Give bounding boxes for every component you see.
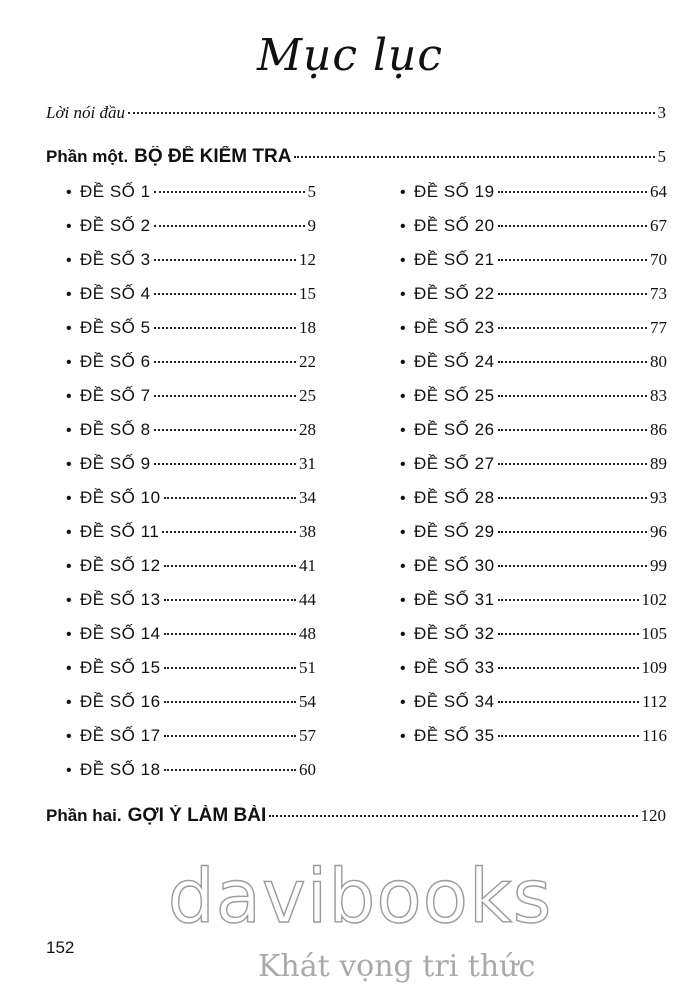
toc-entry-page: 67 <box>650 216 667 235</box>
toc-entry[interactable] <box>66 658 316 692</box>
toc-entry-page: 34 <box>299 488 316 507</box>
bullet-icon: • <box>400 354 406 371</box>
toc-entry-label: ĐỀ SỐ 14 <box>80 624 161 643</box>
toc-entry-label: ĐỀ SỐ 33 <box>414 658 495 677</box>
dot-leader <box>269 815 637 817</box>
toc-entry-label: ĐỀ SỐ 5 <box>80 318 151 337</box>
dot-leader <box>154 191 305 193</box>
bullet-icon: • <box>400 456 406 473</box>
bullet-icon: • <box>66 252 72 269</box>
bullet-icon: • <box>66 490 72 507</box>
toc-entry-label: ĐỀ SỐ 12 <box>80 556 161 575</box>
dot-leader <box>498 701 640 703</box>
bullet-icon: • <box>400 184 406 201</box>
toc-part-one[interactable] <box>46 146 666 168</box>
toc-entry-label: ĐỀ SỐ 26 <box>414 420 495 439</box>
toc-entry-label: ĐỀ SỐ 35 <box>414 726 495 745</box>
dot-leader <box>498 735 640 737</box>
bullet-icon: • <box>66 388 72 405</box>
dot-leader <box>164 565 296 567</box>
dot-leader <box>498 497 647 499</box>
toc-entry-page: 25 <box>299 386 316 405</box>
toc-entry-page: 64 <box>650 182 667 201</box>
part-one-name: BỘ ĐỀ KIỂM TRA <box>134 146 292 167</box>
toc-entry-page: 83 <box>650 386 667 405</box>
bullet-icon: • <box>66 694 72 711</box>
toc-right-column <box>400 182 667 760</box>
toc-entry[interactable] <box>66 556 316 590</box>
toc-entry[interactable] <box>66 692 316 726</box>
toc-entry-page: 86 <box>650 420 667 439</box>
bullet-icon: • <box>400 660 406 677</box>
toc-entry-page: 105 <box>641 624 667 643</box>
part-one-prefix: Phần một. <box>46 147 129 166</box>
bullet-icon: • <box>400 252 406 269</box>
dot-leader <box>498 225 647 227</box>
bullet-icon: • <box>66 184 72 201</box>
toc-entry-label: ĐỀ SỐ 3 <box>80 250 151 269</box>
toc-entry[interactable] <box>400 556 667 590</box>
toc-entry-label: ĐỀ SỐ 30 <box>414 556 495 575</box>
dot-leader <box>164 701 296 703</box>
toc-entry-label: ĐỀ SỐ 8 <box>80 420 151 439</box>
toc-entry-page: 73 <box>650 284 667 303</box>
toc-entry[interactable] <box>66 250 316 284</box>
dot-leader <box>498 463 647 465</box>
toc-entry-label: ĐỀ SỐ 6 <box>80 352 151 371</box>
toc-entry-label: ĐỀ SỐ 2 <box>80 216 151 235</box>
toc-entry[interactable] <box>66 454 316 488</box>
toc-entry-page: 48 <box>299 624 316 643</box>
toc-entry-page: 116 <box>642 726 667 745</box>
toc-entry-page: 22 <box>299 352 316 371</box>
bullet-icon: • <box>66 524 72 541</box>
dot-leader <box>164 599 296 601</box>
bullet-icon: • <box>66 354 72 371</box>
toc-part-one-page: 5 <box>657 147 666 166</box>
dot-leader <box>498 429 647 431</box>
toc-entry-page: 57 <box>299 726 316 745</box>
bullet-icon: • <box>66 320 72 337</box>
bullet-icon: • <box>400 592 406 609</box>
bullet-icon: • <box>66 660 72 677</box>
toc-entry[interactable] <box>66 522 316 556</box>
toc-entry-label: ĐỀ SỐ 10 <box>80 488 161 507</box>
toc-entry-page: 38 <box>299 522 316 541</box>
toc-entry[interactable] <box>400 250 667 284</box>
dot-leader <box>294 156 654 158</box>
toc-entry-page: 9 <box>307 216 316 235</box>
toc-entry-page: 93 <box>650 488 667 507</box>
toc-entry[interactable] <box>400 624 667 658</box>
bullet-icon: • <box>66 218 72 235</box>
toc-entry[interactable] <box>400 182 667 216</box>
bullet-icon: • <box>66 626 72 643</box>
bullet-icon: • <box>400 728 406 745</box>
bullet-icon: • <box>400 388 406 405</box>
toc-entry[interactable] <box>66 760 316 794</box>
toc-entry-page: 18 <box>299 318 316 337</box>
toc-entry[interactable] <box>66 284 316 318</box>
toc-entry-label: ĐỀ SỐ 22 <box>414 284 495 303</box>
toc-entry-label: ĐỀ SỐ 9 <box>80 454 151 473</box>
toc-part-two-page: 120 <box>640 806 666 825</box>
toc-part-two[interactable] <box>46 805 666 827</box>
toc-entry-label: ĐỀ SỐ 18 <box>80 760 161 779</box>
toc-part-two-label <box>46 805 266 827</box>
toc-entry-page: 41 <box>299 556 316 575</box>
dot-leader <box>154 429 296 431</box>
toc-entry[interactable] <box>400 488 667 522</box>
dot-leader <box>498 599 639 601</box>
toc-entry[interactable] <box>400 318 667 352</box>
bullet-icon: • <box>400 558 406 575</box>
toc-entry-page: 51 <box>299 658 316 677</box>
dot-leader <box>128 112 655 114</box>
toc-entry-label: ĐỀ SỐ 19 <box>414 182 495 201</box>
dot-leader <box>498 293 647 295</box>
toc-entry-label: ĐỀ SỐ 25 <box>414 386 495 405</box>
toc-entry[interactable] <box>66 590 316 624</box>
toc-entry-label: ĐỀ SỐ 23 <box>414 318 495 337</box>
toc-entry[interactable] <box>66 386 316 420</box>
dot-leader <box>498 633 639 635</box>
toc-entry[interactable] <box>66 318 316 352</box>
bullet-icon: • <box>66 456 72 473</box>
dot-leader <box>154 361 296 363</box>
toc-entry[interactable] <box>400 420 667 454</box>
toc-entry[interactable] <box>66 352 316 386</box>
toc-entry[interactable] <box>66 726 316 760</box>
toc-entry-label: ĐỀ SỐ 21 <box>414 250 495 269</box>
dot-leader <box>498 395 647 397</box>
bullet-icon: • <box>400 626 406 643</box>
toc-entry-page: 80 <box>650 352 667 371</box>
toc-intro-label: Lời nói đầu <box>46 103 125 122</box>
toc-entry-page: 12 <box>299 250 316 269</box>
toc-entry[interactable] <box>400 352 667 386</box>
toc-entry-label: ĐỀ SỐ 11 <box>80 522 160 541</box>
toc-entry-page: 112 <box>642 692 667 711</box>
toc-entry-page: 102 <box>641 590 667 609</box>
toc-entry-label: ĐỀ SỐ 20 <box>414 216 495 235</box>
bullet-icon: • <box>66 762 72 779</box>
dot-leader <box>498 361 647 363</box>
toc-left-column <box>66 182 316 794</box>
toc-entry[interactable] <box>400 216 667 250</box>
dot-leader <box>154 327 296 329</box>
dot-leader <box>498 565 647 567</box>
toc-entry-page: 31 <box>299 454 316 473</box>
toc-entry[interactable] <box>66 182 316 216</box>
dot-leader <box>498 531 647 533</box>
toc-entry[interactable] <box>400 590 667 624</box>
dot-leader <box>154 395 296 397</box>
toc-entry-page: 77 <box>650 318 667 337</box>
dot-leader <box>164 667 296 669</box>
toc-entry[interactable] <box>400 692 667 726</box>
dot-leader <box>498 327 647 329</box>
toc-entry[interactable] <box>400 726 667 760</box>
watermark-slogan: Khát vọng tri thức <box>258 949 536 984</box>
dot-leader <box>498 259 647 261</box>
toc-entry[interactable] <box>66 488 316 522</box>
bullet-icon: • <box>66 728 72 745</box>
part-two-prefix: Phần hai. <box>46 806 122 825</box>
bullet-icon: • <box>400 286 406 303</box>
toc-entry[interactable] <box>400 658 667 692</box>
toc-entry-page: 5 <box>307 182 316 201</box>
toc-entry-label: ĐỀ SỐ 28 <box>414 488 495 507</box>
toc-entry-page: 15 <box>299 284 316 303</box>
toc-entry[interactable] <box>66 216 316 250</box>
bullet-icon: • <box>400 218 406 235</box>
bullet-icon: • <box>66 286 72 303</box>
dot-leader <box>162 531 296 533</box>
toc-entry[interactable] <box>66 624 316 658</box>
bullet-icon: • <box>400 694 406 711</box>
toc-entry-label: ĐỀ SỐ 16 <box>80 692 161 711</box>
toc-entry-page: 28 <box>299 420 316 439</box>
toc-entry-page: 99 <box>650 556 667 575</box>
watermark-brand: davibooks <box>167 854 553 940</box>
dot-leader <box>154 293 296 295</box>
toc-entry-page: 96 <box>650 522 667 541</box>
dot-leader <box>164 735 296 737</box>
toc-entry-page: 44 <box>299 590 316 609</box>
dot-leader <box>154 463 296 465</box>
toc-entry-label: ĐỀ SỐ 29 <box>414 522 495 541</box>
bullet-icon: • <box>400 490 406 507</box>
toc-entry-label: ĐỀ SỐ 13 <box>80 590 161 609</box>
bullet-icon: • <box>400 320 406 337</box>
dot-leader <box>498 191 647 193</box>
dot-leader <box>154 259 296 261</box>
toc-entry-page: 109 <box>641 658 667 677</box>
toc-entry-label: ĐỀ SỐ 34 <box>414 692 495 711</box>
toc-part-one-label <box>46 146 291 168</box>
dot-leader <box>164 769 296 771</box>
toc-entry[interactable] <box>400 386 667 420</box>
toc-entry-page: 54 <box>299 692 316 711</box>
bullet-icon: • <box>66 592 72 609</box>
toc-entry[interactable] <box>400 454 667 488</box>
toc-entry-label: ĐỀ SỐ 1 <box>80 182 151 201</box>
toc-entry-label: ĐỀ SỐ 7 <box>80 386 151 405</box>
toc-entry-page: 89 <box>650 454 667 473</box>
toc-entry-label: ĐỀ SỐ 24 <box>414 352 495 371</box>
bullet-icon: • <box>400 422 406 439</box>
dot-leader <box>498 667 639 669</box>
toc-entry-page: 60 <box>299 760 316 779</box>
toc-intro[interactable] <box>46 103 666 123</box>
toc-entry-label: ĐỀ SỐ 17 <box>80 726 161 745</box>
page-title: Mục lục <box>256 30 444 81</box>
toc-entry[interactable] <box>400 522 667 556</box>
part-two-name: GỢI Ý LÀM BÀI <box>127 805 267 826</box>
page-number: 152 <box>46 938 75 957</box>
bullet-icon: • <box>66 422 72 439</box>
toc-entry-label: ĐỀ SỐ 27 <box>414 454 495 473</box>
dot-leader <box>164 497 296 499</box>
bullet-icon: • <box>66 558 72 575</box>
toc-entry-label: ĐỀ SỐ 32 <box>414 624 495 643</box>
toc-entry[interactable] <box>66 420 316 454</box>
toc-entry[interactable] <box>400 284 667 318</box>
toc-entry-page: 70 <box>650 250 667 269</box>
toc-intro-page: 3 <box>657 103 666 122</box>
dot-leader <box>154 225 305 227</box>
dot-leader <box>164 633 296 635</box>
toc-entry-label: ĐỀ SỐ 4 <box>80 284 151 303</box>
toc-entry-label: ĐỀ SỐ 15 <box>80 658 161 677</box>
toc-entry-label: ĐỀ SỐ 31 <box>414 590 495 609</box>
bullet-icon: • <box>400 524 406 541</box>
